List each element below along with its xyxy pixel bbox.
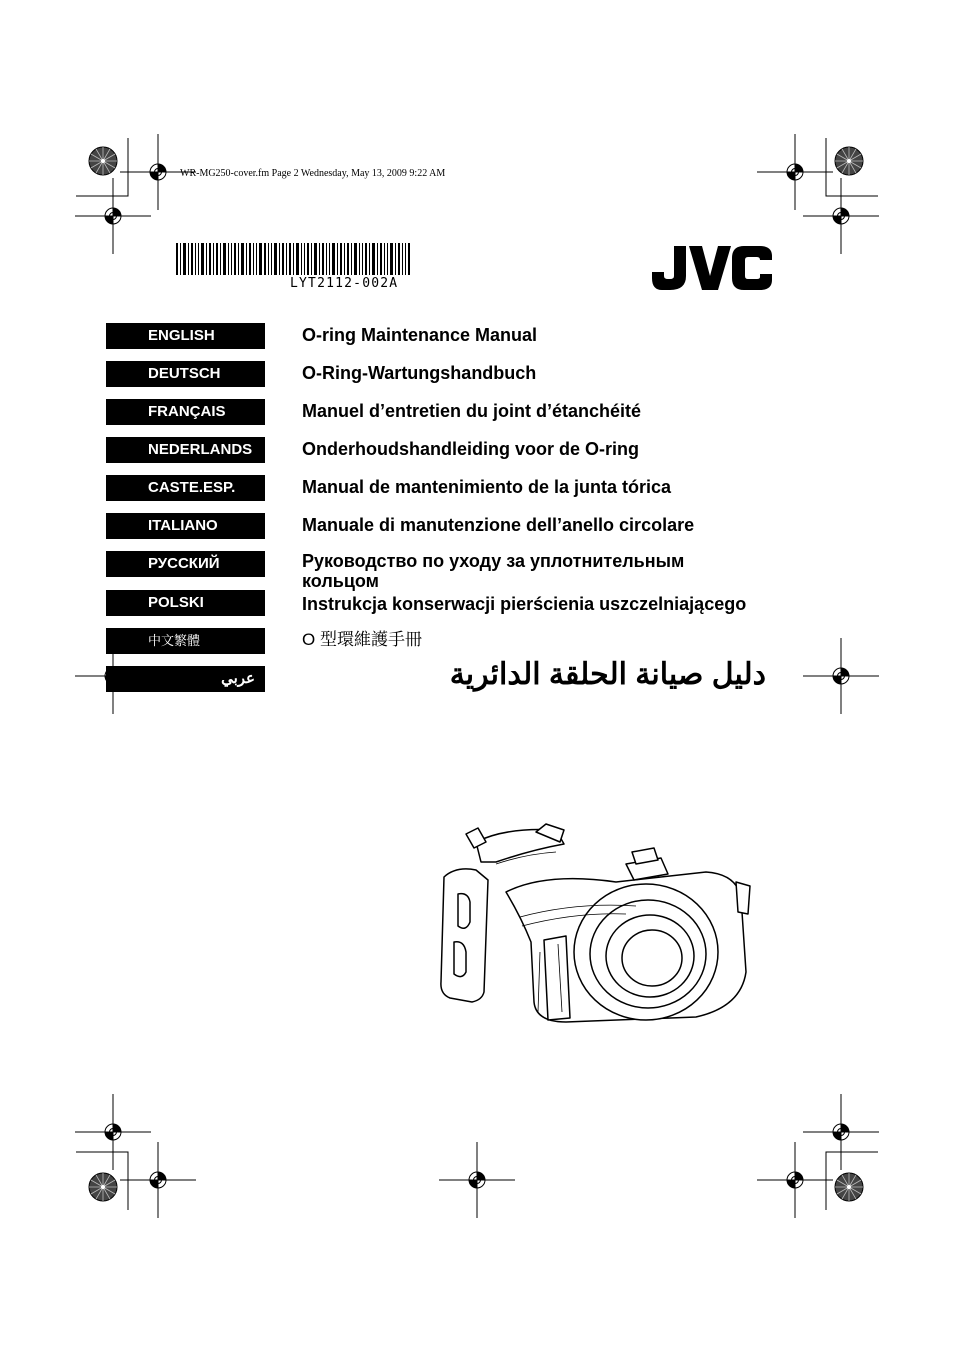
manual-title-chinese: O 型環維護手冊: [302, 630, 422, 649]
language-label-deutsch: DEUTSCH: [106, 361, 265, 387]
manual-title-russian-line1: Руководство по уходу за уплотнительным: [302, 551, 685, 571]
manual-title-francais: Manuel d’entretien du joint d’étanchéité: [302, 401, 642, 421]
language-label-russian: РУССКИЙ: [106, 551, 265, 577]
manual-title-deutsch: O-Ring-Wartungshandbuch: [302, 363, 537, 383]
language-label-italiano: ITALIANO: [106, 513, 265, 539]
jvc-logo: [652, 246, 772, 290]
manual-title-english: O-ring Maintenance Manual: [302, 325, 538, 345]
manual-title-italiano: Manuale di manutenzione dell’anello circolare: [302, 515, 695, 535]
marine-case-illustration: [436, 822, 754, 1026]
language-label-arabic: عربي: [106, 666, 265, 692]
file-header-info: WR-MG250-cover.fm Page 2 Wednesday, May 13, 2009 9:22 AM: [180, 168, 446, 179]
barcode: [176, 243, 410, 275]
language-label-polski: POLSKI: [106, 590, 265, 616]
manual-title-nederlands: Onderhoudshandleiding voor de O-ring: [302, 439, 639, 459]
language-label-chinese: 中文繁體: [106, 628, 265, 654]
manual-title-castellano: Manual de mantenimiento de la junta tórica: [302, 477, 672, 497]
language-label-castellano: CASTE.ESP.: [106, 475, 265, 501]
language-label-nederlands: NEDERLANDS: [106, 437, 265, 463]
manual-title-polski: Instrukcja konserwacji pierścienia uszczelniającego: [302, 594, 747, 614]
part-number: LYT2112-002A: [290, 276, 399, 291]
language-label-francais: FRANÇAIS: [106, 399, 265, 425]
manual-title-russian-line2: кольцом: [302, 571, 379, 591]
language-label-english: ENGLISH: [106, 323, 265, 349]
manual-title-arabic: دليل صيانة الحلقة الدائرية: [449, 658, 766, 691]
